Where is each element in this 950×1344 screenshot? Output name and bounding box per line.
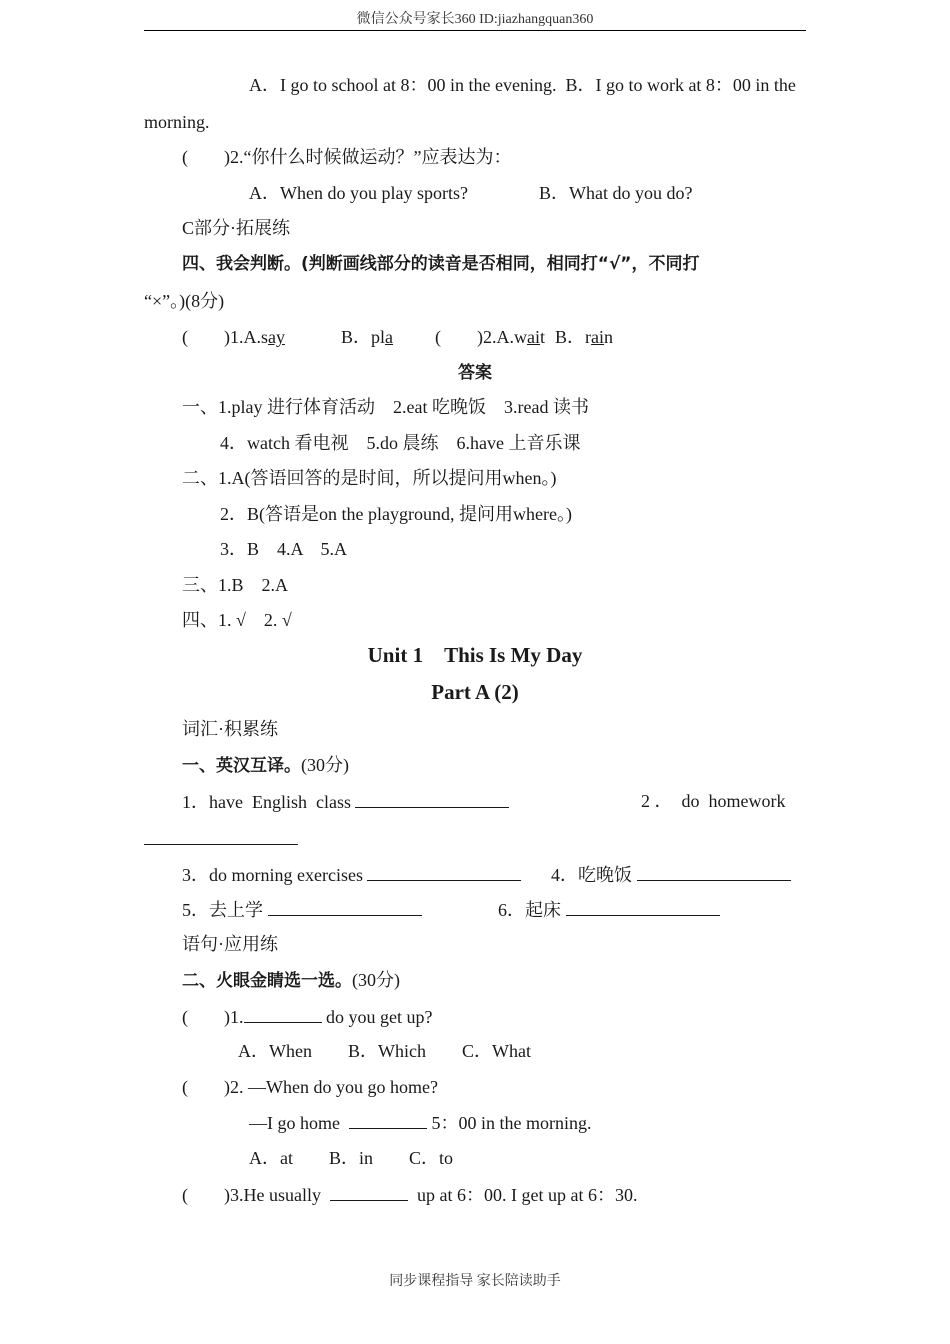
choice-question-3 [182, 1182, 637, 1207]
choice-question-2: ( )2. —When do you go home? [182, 1077, 438, 1097]
score: (30分) [301, 755, 349, 775]
answer-line: 2．B(答语是on the playground, 提问用where。) [220, 504, 572, 524]
word-part: ( )2.A.w [435, 327, 528, 347]
answer-line: 一、1.play 进行体育活动 2.eat 吃晚饭 3.read 读书 [182, 397, 589, 417]
word-part: n [604, 327, 614, 347]
part-title: Part A (2) [431, 680, 519, 704]
question-text: up at 6：00. I get up at 6：30. [416, 1185, 638, 1205]
answer-blank[interactable] [268, 897, 422, 916]
item-text: 3．do morning exercises [182, 865, 363, 885]
answer-blank[interactable] [349, 1110, 427, 1129]
underlined-sound: ay [268, 327, 285, 347]
word-part: B．pl [341, 327, 386, 347]
page-header: 微信公众号家长360 ID:jiazhangquan360 [144, 10, 806, 31]
heading-text: 二、火眼金睛选一选。 [182, 971, 352, 991]
section-c-heading: C部分·拓展练 [182, 218, 290, 238]
answer-line: 4．watch 看电视 5.do 晨练 6.have 上音乐课 [220, 433, 581, 453]
choice-question-1 [182, 1004, 432, 1029]
answer-title: 答案 [458, 363, 492, 383]
answer-line: 3．B 4.A 5.A [220, 539, 348, 559]
vocab-section-label: 词汇·积累练 [182, 719, 278, 739]
choice-options-2: A．at B．in C．to [249, 1148, 454, 1168]
option-b: B．What do you do? [539, 183, 693, 203]
option-line: A．I go to school at 8：00 in the evening. B．I go to work at 8：00 in the [249, 75, 796, 95]
answer-line: 三、1.B 2.A [182, 575, 289, 595]
word-part: t [540, 327, 546, 347]
section-2-heading [182, 968, 400, 993]
answer-blank[interactable] [566, 897, 720, 916]
item-text: 1．have English class [182, 792, 351, 812]
translation-item-6 [498, 897, 720, 922]
answer-blank[interactable] [637, 862, 791, 881]
underlined-sound: ai [591, 327, 605, 347]
underlined-sound: ai [527, 327, 541, 347]
question-2 [182, 145, 511, 169]
translation-item-5 [182, 897, 422, 922]
underlined-sound: a [385, 327, 394, 347]
translation-item-2: 2 ． do homework [641, 791, 786, 811]
unit-title: Unit 1 This Is My Day [367, 643, 583, 667]
pronunciation-question [182, 325, 613, 349]
answer-line: 四、1. √ 2. √ [182, 610, 292, 630]
item-text: 5．去上学 [182, 900, 263, 920]
option-a: A．When do you play sports? [249, 183, 468, 203]
section-4-heading-continued: “×”。)(8分) [144, 291, 225, 311]
word-part: B．r [555, 327, 592, 347]
heading-text: 一、英汉互译。 [182, 756, 301, 776]
translation-item-4 [551, 862, 791, 887]
question-number: ( )1. [182, 1007, 244, 1027]
reply-text: —I go home [249, 1113, 340, 1133]
question-text: “你什么时候做运动？”应表达为： [243, 147, 512, 167]
answer-blank[interactable] [367, 862, 521, 881]
translation-item-3 [182, 862, 521, 887]
score: (30分) [352, 970, 400, 990]
question-number: ( )2. [182, 147, 244, 167]
translation-item-1 [182, 789, 509, 814]
section-4-heading: 四、我会判断。(判断画线部分的读音是否相同，相同打“√”，不同打 [182, 254, 700, 274]
question-text: ( )3.He usually [182, 1185, 321, 1205]
sentence-section-label: 语句·应用练 [182, 934, 278, 954]
answer-blank[interactable] [355, 789, 509, 808]
answer-blank[interactable] [330, 1182, 408, 1201]
answer-blank[interactable] [144, 844, 298, 845]
item-text: 4．吃晚饭 [551, 865, 632, 885]
choice-options-1: A．When B．Which C．What [238, 1041, 531, 1061]
answer-line: 二、1.A(答语回答的是时间，所以提问用when。) [182, 468, 557, 488]
section-1-heading [182, 753, 349, 778]
word-part: ( )1.A.s [182, 327, 268, 347]
item-text: 6．起床 [498, 900, 561, 920]
option-line-continued: morning. [144, 112, 210, 132]
choice-question-2-reply [249, 1110, 591, 1135]
reply-text: 5：00 in the morning. [431, 1113, 592, 1133]
page-footer: 同步课程指导 家长陪读助手 [389, 1274, 561, 1289]
answer-blank[interactable] [244, 1004, 322, 1023]
question-text: do you get up? [321, 1007, 433, 1027]
